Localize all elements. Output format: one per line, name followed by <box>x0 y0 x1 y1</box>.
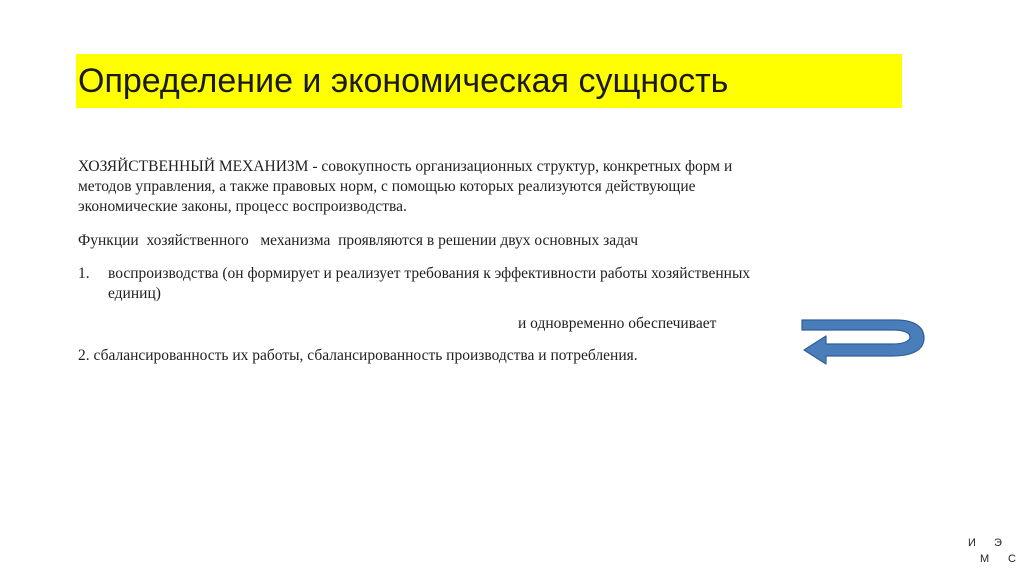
item-1-line: единиц) <box>108 285 161 302</box>
imes-logo <box>966 537 1024 571</box>
logo-letter: И <box>968 537 976 549</box>
simultaneous-text: и одновременно обеспечивает <box>518 315 717 332</box>
item-2-text: 2. сбалансированность их работы, сбалансированность производства и потребления. <box>78 347 638 364</box>
definition-line: методов управления, а также правовых норм, с помощью которых реализуются действующие <box>78 178 696 195</box>
u-turn-arrow-icon <box>800 316 925 366</box>
slide-title: Определение и экономическая сущность <box>78 62 729 100</box>
logo-letter: М <box>980 553 990 565</box>
logo-letter: Э <box>994 537 1002 549</box>
definition-paragraph <box>78 157 938 217</box>
definition-line: экономические законы, процесс воспроизводства. <box>78 198 407 215</box>
functions-intro: Функции хозяйственного механизма проявляются в решении двух основных задач <box>78 232 639 249</box>
item-1-line: воспроизводства (он формирует и реализует требования к эффективности работы хозяйственных <box>108 265 751 282</box>
definition-line: ХОЗЯЙСТВЕННЫЙ МЕХАНИЗМ - совокупность организационных структур, конкретных форм и <box>78 158 733 175</box>
item-1-text <box>108 264 928 304</box>
item-1-number: 1. <box>78 265 90 282</box>
logo-letter: С <box>1008 553 1016 565</box>
